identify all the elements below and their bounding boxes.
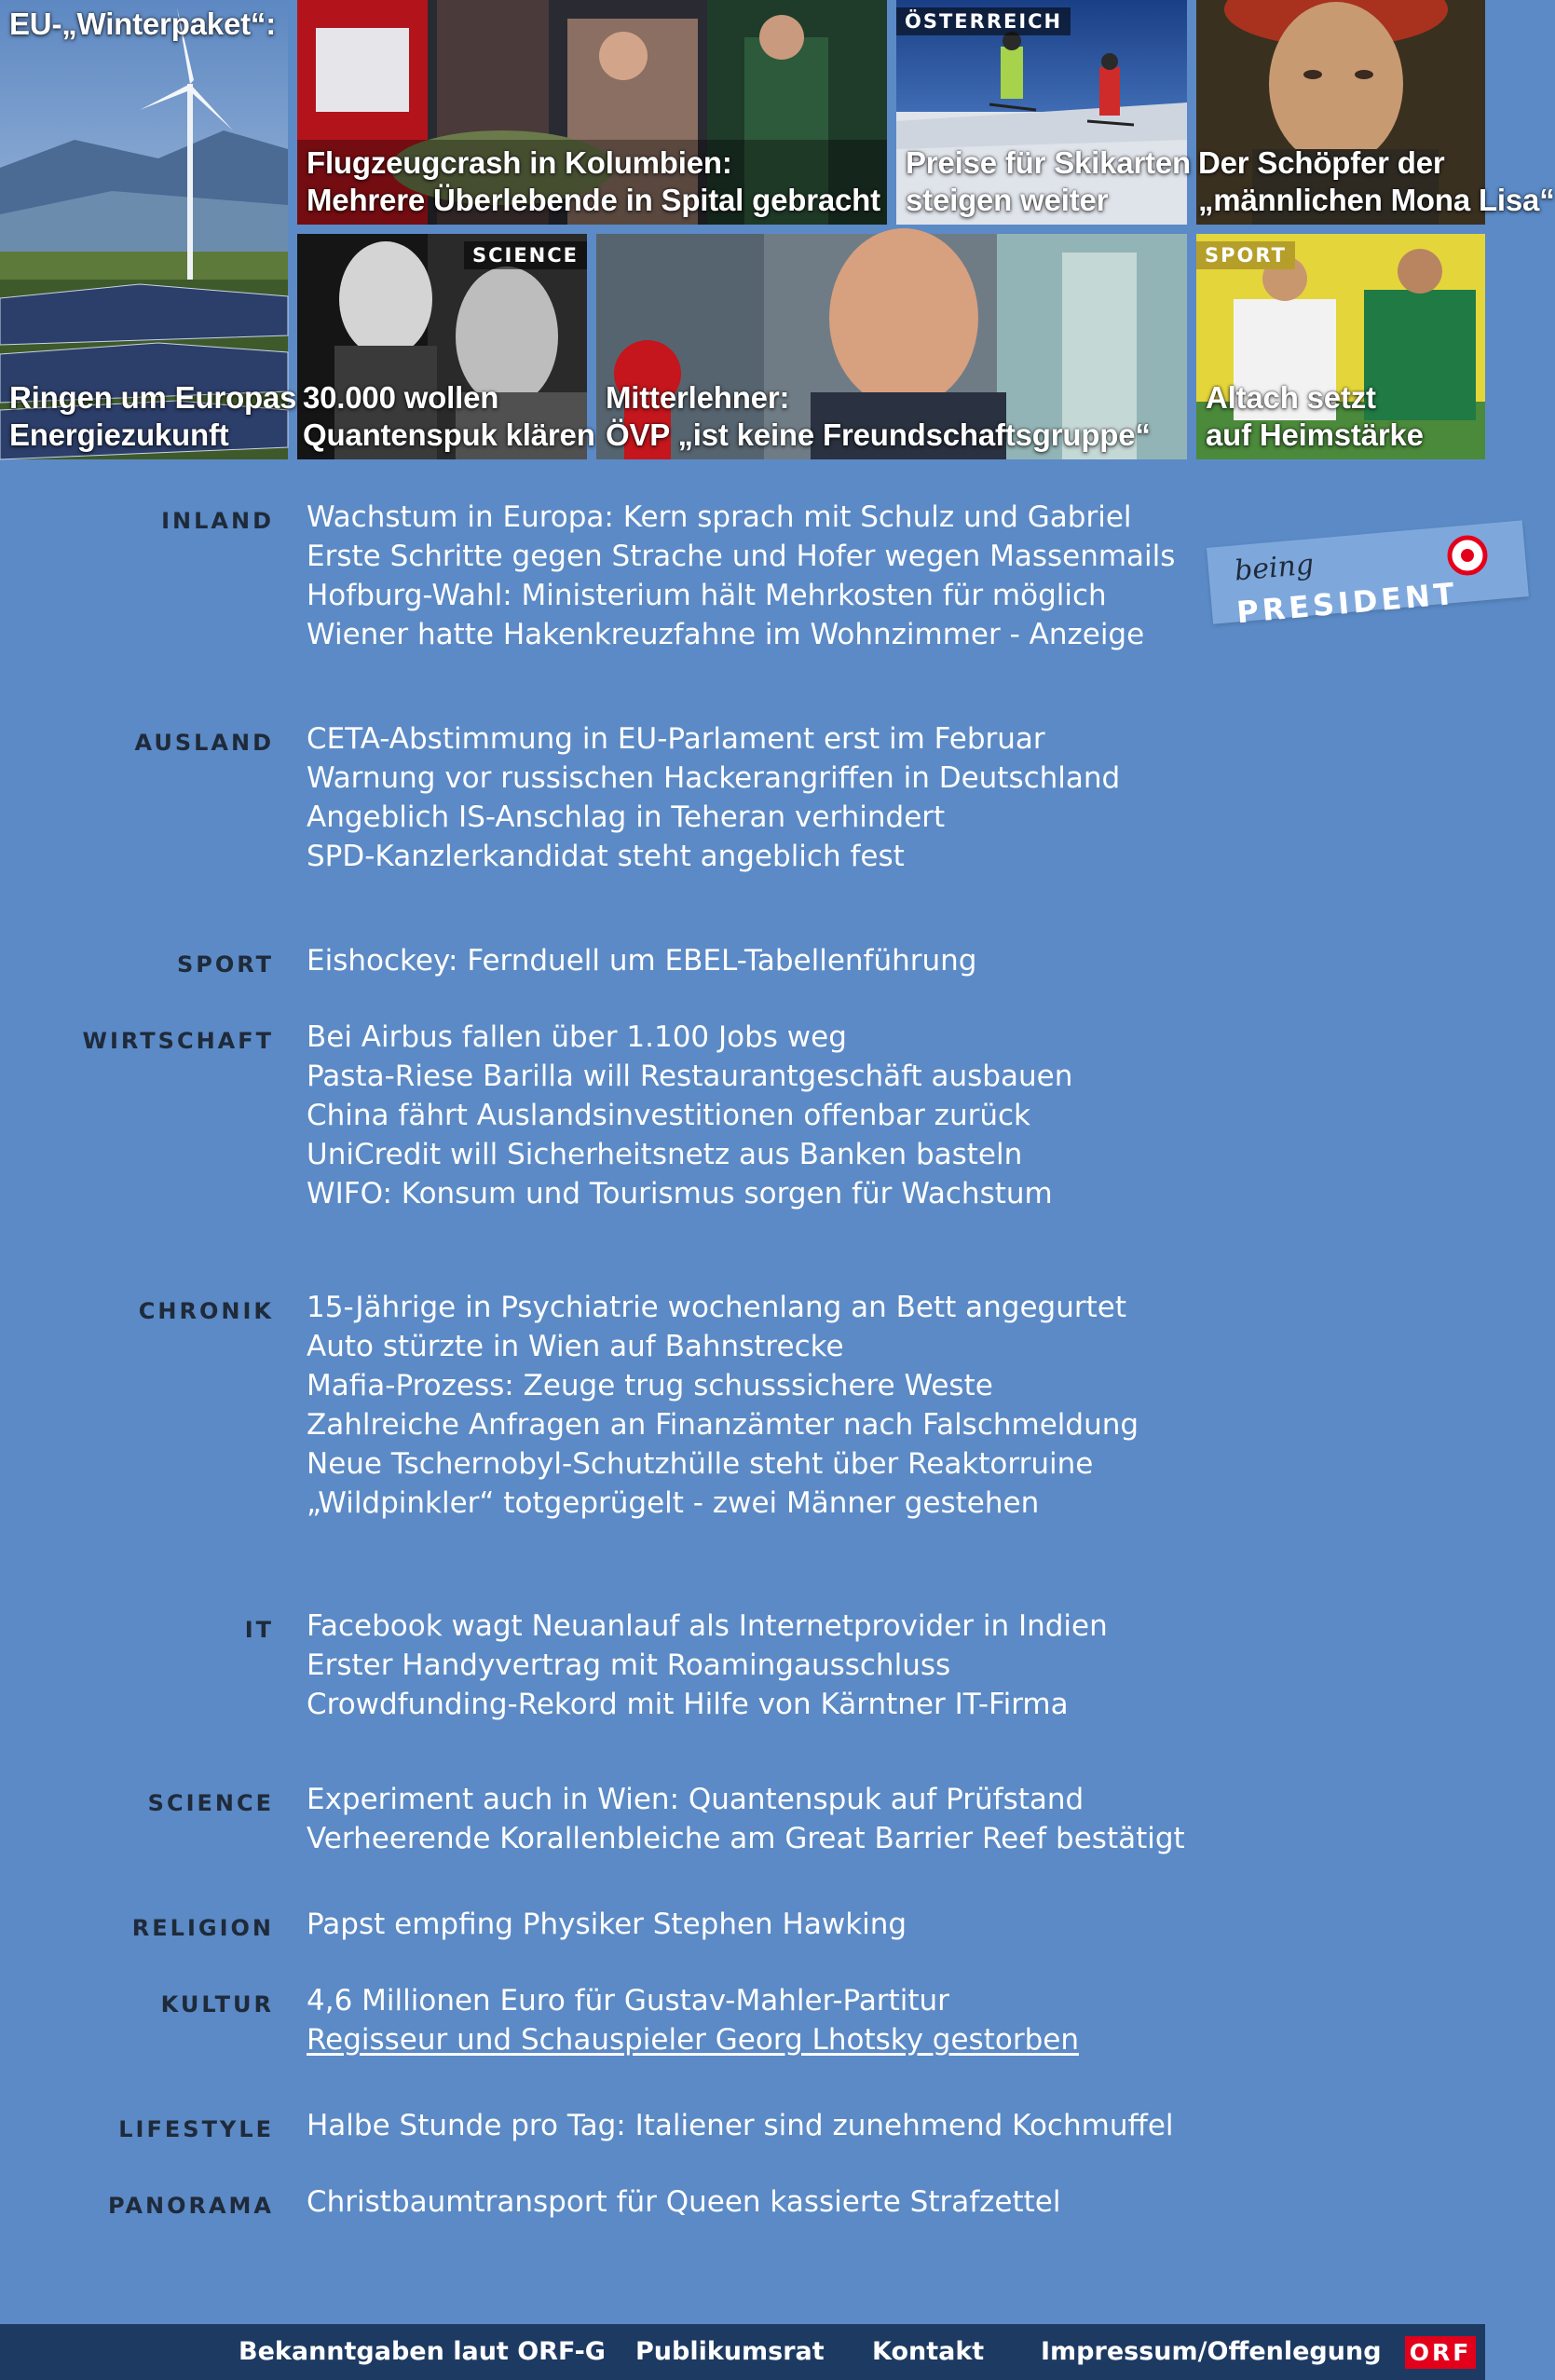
- category-badge: ÖSTERREICH: [896, 7, 1071, 35]
- category-badge: SPORT: [1196, 241, 1295, 269]
- headline-link[interactable]: Neue Tschernobyl-Schutzhülle steht über Reaktorruine: [307, 1447, 1094, 1481]
- headline-link[interactable]: Mafia-Prozess: Zeuge trug schusssichere Weste: [307, 1369, 993, 1402]
- headline-link[interactable]: Hofburg-Wahl: Ministerium hält Mehrkosten für möglich: [307, 579, 1107, 612]
- section-label: SPORT: [176, 951, 274, 978]
- headline-link[interactable]: Zahlreiche Anfragen an Finanzämter nach Falschmeldung: [307, 1408, 1139, 1442]
- headline-list: [307, 944, 977, 985]
- footer-link-kontakt[interactable]: Kontakt: [872, 2337, 985, 2366]
- tile-caption: Altach setzt auf Heimstärke: [1206, 380, 1424, 452]
- being-president-promo[interactable]: [1207, 527, 1485, 630]
- headline-link[interactable]: Experiment auch in Wien: Quantenspuk auf Prüfstand: [307, 1783, 1084, 1816]
- headline-link[interactable]: Christbaumtransport für Queen kassierte Strafzettel: [307, 2185, 1061, 2219]
- headline-link[interactable]: Papst empfing Physiker Stephen Hawking: [307, 1908, 907, 1941]
- headline-link[interactable]: Halbe Stunde pro Tag: Italiener sind zunehmend Kochmuffel: [307, 2109, 1174, 2142]
- tile-skikarten[interactable]: [896, 0, 1191, 225]
- headline-link[interactable]: Warnung vor russischen Hackerangriffen in Deutschland: [307, 761, 1121, 795]
- tile-top-caption: EU-„Winterpaket“:: [9, 7, 276, 41]
- headline-list: [307, 1020, 1073, 1218]
- headline-link[interactable]: „Wildpinkler“ totgeprügelt - zwei Männer gestehen: [307, 1486, 1040, 1520]
- tile-altach[interactable]: [1196, 234, 1485, 459]
- headline-list: [307, 1609, 1108, 1729]
- orf-logo[interactable]: ORF: [1405, 2336, 1476, 2369]
- headline-list: [307, 722, 1121, 881]
- headline-link[interactable]: Wachstum in Europa: Kern sprach mit Schulz und Gabriel: [307, 500, 1132, 534]
- headline-link[interactable]: Wiener hatte Hakenkreuzfahne im Wohnzimmer - Anzeige: [307, 618, 1145, 651]
- tile-mona-lisa[interactable]: [1196, 0, 1555, 225]
- section-label: RELIGION: [131, 1915, 274, 1941]
- headline-list: [307, 1783, 1185, 1863]
- headline-link[interactable]: Auto stürzte in Wien auf Bahnstrecke: [307, 1330, 844, 1363]
- tile-caption: Ringen um Europas Energiezukunft: [9, 380, 297, 452]
- tile-caption: Flugzeugcrash in Kolumbien: Mehrere Überlebende in Spital gebracht: [307, 145, 880, 217]
- headline-link[interactable]: WIFO: Konsum und Tourismus sorgen für Wachstum: [307, 1177, 1053, 1211]
- headline-list: [307, 1291, 1139, 1527]
- headline-link[interactable]: 15-Jährige in Psychiatrie wochenlang an Bett angegurtet: [307, 1291, 1126, 1324]
- headline-list: [307, 500, 1176, 659]
- promo-line-2: PRESIDENT: [1234, 575, 1460, 631]
- target-icon: [1447, 535, 1488, 576]
- footer-bar: [0, 2324, 1485, 2380]
- tile-caption: Der Schöpfer der „männlichen Mona Lisa“: [1198, 145, 1555, 217]
- headline-link[interactable]: Verheerende Korallenbleiche am Great Barrier Reef bestätigt: [307, 1822, 1185, 1855]
- tile-mitterlehner[interactable]: [596, 234, 1187, 459]
- headline-list: [307, 2185, 1061, 2226]
- tile-caption: Mitterlehner: ÖVP „ist keine Freundschaftsgruppe“: [606, 380, 1151, 452]
- headline-link[interactable]: SPD-Kanzlerkandidat steht angeblich fest: [307, 840, 905, 873]
- footer-link-publikumsrat[interactable]: Publikumsrat: [635, 2337, 825, 2366]
- footer-link-bekanntgaben[interactable]: Bekanntgaben laut ORF-G: [239, 2337, 606, 2366]
- headline-link[interactable]: China fährt Auslandsinvestitionen offenbar zurück: [307, 1099, 1030, 1132]
- section-label: LIFESTYLE: [118, 2116, 274, 2142]
- headline-link[interactable]: UniCredit will Sicherheitsnetz aus Banken basteln: [307, 1138, 1023, 1171]
- headline-list: [307, 1908, 907, 1949]
- section-label: INLAND: [161, 508, 274, 534]
- headline-link[interactable]: CETA-Abstimmung in EU-Parlament erst im Februar: [307, 722, 1045, 756]
- tile-caption: 30.000 wollen Quantenspuk klären: [303, 380, 595, 452]
- footer-link-impressum[interactable]: Impressum/Offenlegung: [1041, 2337, 1382, 2366]
- headline-link-hovered[interactable]: Regisseur und Schauspieler Georg Lhotsky gestorben: [307, 2023, 1079, 2057]
- headline-list: [307, 1984, 1079, 2064]
- headline-link[interactable]: Bei Airbus fallen über 1.100 Jobs weg: [307, 1020, 847, 1054]
- section-label: WIRTSCHAFT: [82, 1028, 274, 1054]
- promo-line-1: being: [1233, 548, 1316, 588]
- section-label: PANORAMA: [108, 2193, 274, 2219]
- headline-link[interactable]: Pasta-Riese Barilla will Restaurantgeschäft ausbauen: [307, 1060, 1073, 1093]
- section-label: KULTUR: [160, 1991, 274, 2018]
- headline-list: [307, 2109, 1174, 2150]
- section-label: CHRONIK: [138, 1298, 274, 1324]
- headline-link[interactable]: Facebook wagt Neuanlauf als Internetprovider in Indien: [307, 1609, 1108, 1643]
- headline-link[interactable]: Erster Handyvertrag mit Roamingausschluss: [307, 1648, 951, 1682]
- tile-flugzeugcrash[interactable]: [297, 0, 887, 225]
- section-label: AUSLAND: [134, 730, 274, 756]
- headline-link[interactable]: Erste Schritte gegen Strache und Hofer wegen Massenmails: [307, 540, 1176, 573]
- tile-caption: Preise für Skikarten steigen weiter: [906, 145, 1191, 217]
- headline-link[interactable]: Angeblich IS-Anschlag in Teheran verhindert: [307, 800, 946, 834]
- tile-winterpaket[interactable]: [0, 0, 297, 459]
- headline-link[interactable]: Eishockey: Fernduell um EBEL-Tabellenführung: [307, 944, 977, 978]
- headline-link[interactable]: Crowdfunding-Rekord mit Hilfe von Kärntner IT-Firma: [307, 1688, 1069, 1721]
- headline-link[interactable]: 4,6 Millionen Euro für Gustav-Mahler-Partitur: [307, 1984, 949, 2018]
- tile-quantenspuk[interactable]: [297, 234, 595, 459]
- category-badge: SCIENCE: [464, 241, 587, 269]
- section-label: IT: [244, 1617, 274, 1643]
- section-label: SCIENCE: [147, 1790, 274, 1816]
